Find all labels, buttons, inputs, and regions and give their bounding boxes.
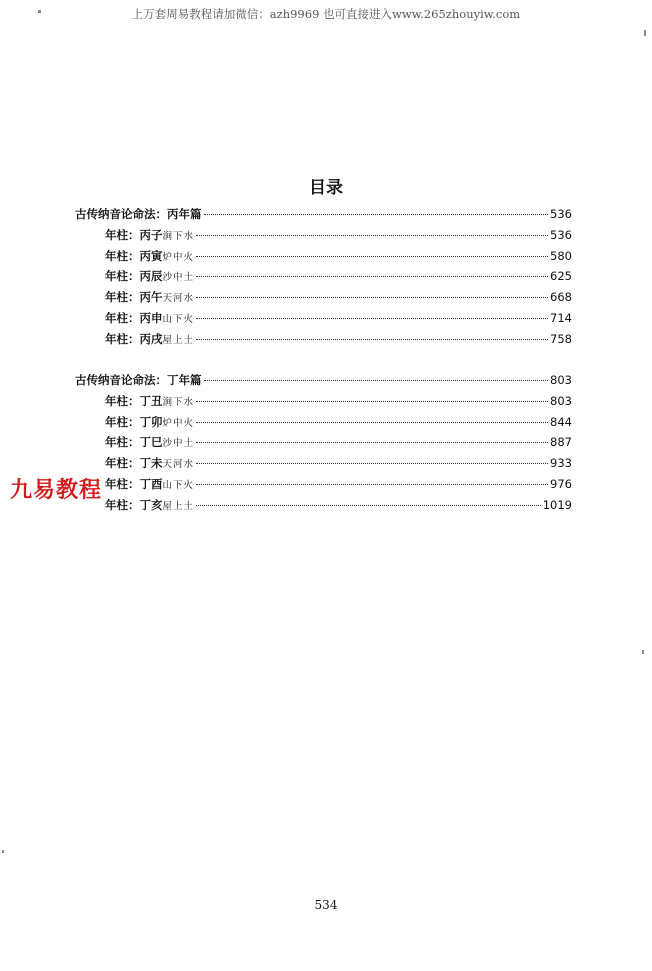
dot-leader xyxy=(196,442,548,443)
entry-stem: 丁亥 xyxy=(139,497,163,512)
entry-stem: 丁未 xyxy=(139,456,163,471)
entry-page-number: 803 xyxy=(550,393,572,408)
entry-page-number: 844 xyxy=(550,414,572,429)
entry-page-number: 580 xyxy=(550,248,572,263)
entry-prefix: 年柱： xyxy=(105,497,140,512)
dot-leader xyxy=(204,380,549,381)
entry-page-number: 668 xyxy=(550,290,572,305)
entry-prefix: 年柱： xyxy=(105,248,140,263)
entry-prefix: 年柱： xyxy=(105,290,140,305)
toc-entry[interactable] xyxy=(75,289,572,310)
entry-stem: 丙辰 xyxy=(139,269,163,284)
dot-leader xyxy=(196,505,541,506)
entry-nayin: 涧下水 xyxy=(162,230,195,242)
entry-nayin: 沙中土 xyxy=(162,438,195,450)
toc-heading-label: 古传纳音论命法：丙年篇 xyxy=(75,207,202,221)
dot-leader xyxy=(196,276,548,277)
entry-prefix: 年柱： xyxy=(105,435,140,450)
dot-leader xyxy=(196,235,548,236)
page-number: 534 xyxy=(314,898,338,912)
entry-prefix: 年柱： xyxy=(105,414,140,429)
entry-page-number: 714 xyxy=(550,310,572,325)
toc-page-number: 536 xyxy=(550,207,572,221)
entry-page-number: 625 xyxy=(550,269,572,284)
entry-prefix: 年柱： xyxy=(105,310,140,325)
entry-stem: 丙子 xyxy=(139,227,163,242)
entry-stem: 丙申 xyxy=(139,310,163,325)
toc-entry[interactable] xyxy=(75,434,572,455)
entry-nayin: 山下火 xyxy=(162,479,195,491)
dot-leader xyxy=(196,339,548,340)
dot-leader xyxy=(196,484,548,485)
toc-entry[interactable] xyxy=(75,393,572,414)
page-title: 目录 xyxy=(309,178,343,198)
toc-heading[interactable] xyxy=(75,372,572,393)
toc-heading[interactable] xyxy=(75,206,572,227)
toc-entry[interactable] xyxy=(75,248,572,269)
entry-stem: 丙戌 xyxy=(139,331,163,346)
entry-nayin: 屋上土 xyxy=(162,500,195,512)
dot-leader xyxy=(196,422,548,423)
entry-nayin: 沙中土 xyxy=(162,272,195,284)
entry-prefix: 年柱： xyxy=(105,476,140,491)
entry-stem: 丁酉 xyxy=(139,476,163,491)
toc-entry[interactable] xyxy=(75,497,572,518)
entry-page-number: 976 xyxy=(550,476,572,491)
entry-nayin: 炉中火 xyxy=(162,417,195,429)
entry-stem: 丁卯 xyxy=(139,414,163,429)
dot-leader xyxy=(204,214,549,215)
entry-prefix: 年柱： xyxy=(105,393,140,408)
dot-leader xyxy=(196,463,548,464)
entry-page-number: 536 xyxy=(550,227,572,242)
toc-section-ding xyxy=(75,372,572,518)
entry-nayin: 天河水 xyxy=(162,293,195,305)
scan-speck xyxy=(2,850,4,853)
scan-speck xyxy=(38,10,41,13)
entry-stem: 丙寅 xyxy=(139,248,163,263)
entry-stem: 丙午 xyxy=(139,290,163,305)
entry-stem: 丁巳 xyxy=(139,435,163,450)
scan-speck xyxy=(642,650,644,654)
dot-leader xyxy=(196,318,548,319)
entry-prefix: 年柱： xyxy=(105,227,140,242)
entry-nayin: 炉中火 xyxy=(162,251,195,263)
entry-nayin: 涧下水 xyxy=(162,396,195,408)
entry-page-number: 758 xyxy=(550,331,572,346)
entry-prefix: 年柱： xyxy=(105,456,140,471)
entry-nayin: 天河水 xyxy=(162,459,195,471)
toc-heading-label: 古传纳音论命法：丁年篇 xyxy=(75,373,202,387)
toc-entry[interactable] xyxy=(75,227,572,248)
toc-section-bing xyxy=(75,206,572,352)
entry-stem: 丁丑 xyxy=(139,393,163,408)
scan-speck xyxy=(644,30,646,36)
entry-nayin: 山下火 xyxy=(162,313,195,325)
header-banner: 上万套周易教程请加微信：azh9969 也可直接进入www.265zhouyiw.com xyxy=(131,7,521,21)
toc-page-number: 803 xyxy=(550,373,572,387)
toc-entry[interactable] xyxy=(75,455,572,476)
entry-page-number: 887 xyxy=(550,435,572,450)
toc-entry[interactable] xyxy=(75,310,572,331)
entry-prefix: 年柱： xyxy=(105,269,140,284)
toc-entry[interactable] xyxy=(75,414,572,435)
dot-leader xyxy=(196,297,548,298)
dot-leader xyxy=(196,401,548,402)
toc-entry[interactable] xyxy=(75,476,572,497)
entry-page-number: 1019 xyxy=(542,497,572,512)
entry-page-number: 933 xyxy=(550,456,572,471)
toc-entry[interactable] xyxy=(75,331,572,352)
entry-nayin: 屋上土 xyxy=(162,334,195,346)
dot-leader xyxy=(196,256,548,257)
watermark-logo: 九易教程 xyxy=(10,478,103,503)
toc-entry[interactable] xyxy=(75,268,572,289)
entry-prefix: 年柱： xyxy=(105,331,140,346)
